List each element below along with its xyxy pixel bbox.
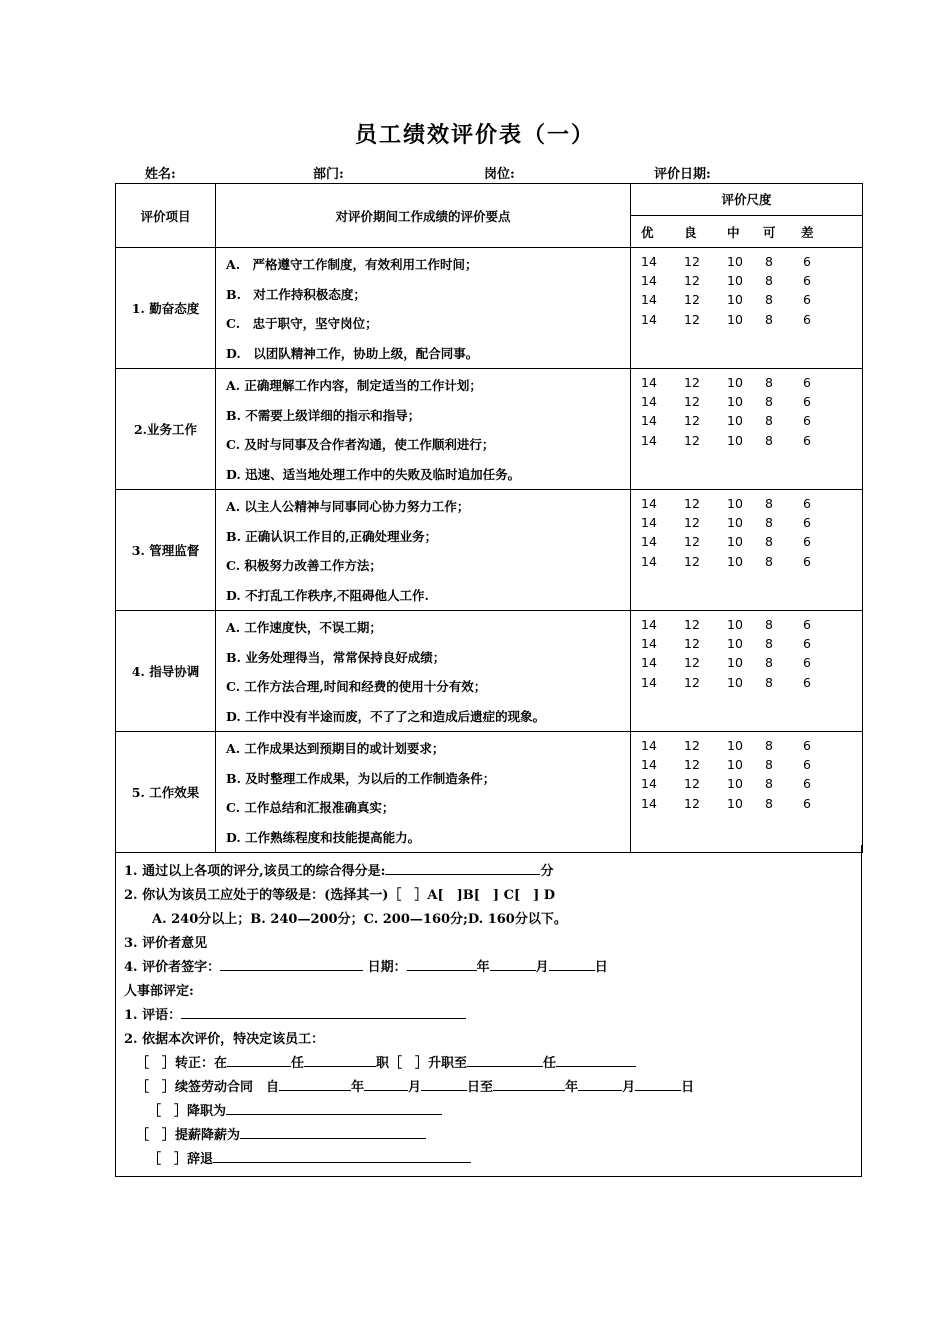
score-option[interactable]: 6 [803,432,811,448]
score-cell [631,490,863,611]
score-option[interactable]: 6 [803,254,811,269]
criteria-item: B. 及时整理工作成果，为以后的工作制造条件； [226,770,496,786]
score-option[interactable]: 12 [684,292,700,308]
criteria-cell [216,611,631,732]
score-option[interactable]: 6 [803,394,811,410]
score-option[interactable]: 12 [684,311,700,327]
criteria-item: B. 正确认识工作目的,正确处理业务； [226,528,438,544]
option-text: 职［ ］升职至 [376,1056,468,1071]
option-text: ［ ］降职为 [148,1104,227,1119]
score-option[interactable]: 8 [765,655,773,671]
year-label: 年 [565,1080,579,1095]
score-option[interactable]: 14 [641,655,657,671]
criteria-item: B. 不需要上级详细的指示和指导； [226,407,421,423]
score-option[interactable]: 6 [803,496,811,511]
option-text: ［ ］转正：在 [136,1056,228,1071]
score-cell [631,369,863,490]
score-option[interactable]: 12 [684,795,700,811]
criteria-cell [216,732,631,853]
score-option[interactable]: 14 [641,432,657,448]
col-header-item: 评价项目 [116,184,216,248]
score-option[interactable]: 12 [684,636,700,652]
blank[interactable] [227,1052,291,1067]
score-row [631,394,862,413]
score-row [631,433,862,452]
score-option[interactable]: 12 [684,496,700,511]
score-option[interactable]: 14 [641,738,657,753]
score-row [631,375,862,394]
score-option[interactable]: 10 [727,254,743,269]
day-label: 日 [681,1080,695,1095]
total-score-line [124,860,553,879]
option-dismiss[interactable] [148,1148,471,1167]
signature-blank[interactable] [220,956,363,971]
score-option[interactable]: 12 [684,617,700,632]
score-option[interactable]: 6 [803,757,811,773]
score-option[interactable]: 12 [684,273,700,289]
score-option[interactable]: 8 [765,776,773,792]
score-option[interactable]: 10 [727,795,743,811]
evaluator-signature-line [124,956,608,975]
criteria-item: A. 工作成果达到预期目的或计划要求； [226,741,445,756]
col-header-scale: 评价尺度 [631,184,863,216]
score-option[interactable]: 12 [684,534,700,550]
criteria-item: D. 工作中没有半途而废，不了了之和造成后遗症的现象。 [226,708,546,724]
criteria-item: A. 正确理解工作内容，制定适当的工作计划； [226,378,482,393]
blank[interactable] [279,1076,351,1091]
hr-comment-label: 1. 评语： [124,1008,182,1023]
grade-label: 中 [727,224,740,240]
score-option[interactable]: 14 [641,795,657,811]
score-row [631,254,862,273]
hr-evaluation-label: 人事部评定: [124,984,194,999]
year-label: 年 [351,1080,365,1095]
section-row [116,732,863,853]
score-option[interactable]: 14 [641,375,657,390]
score-option[interactable]: 10 [727,375,743,390]
option-text: ［ ］辞退 [148,1152,214,1167]
score-option[interactable]: 12 [684,776,700,792]
page-title: 员工绩效评价表（一） [354,122,595,148]
hr-comment-blank[interactable] [181,1004,466,1019]
section-row [116,369,863,490]
score-row [631,617,862,636]
score-option[interactable]: 10 [727,738,743,753]
criteria-cell [216,248,631,369]
score-row [631,796,862,815]
score-option[interactable]: 12 [684,655,700,671]
criteria-item: D. 工作熟练程度和技能提高能力。 [226,829,421,845]
score-option[interactable]: 14 [641,776,657,792]
score-option[interactable]: 14 [641,254,657,269]
score-option[interactable]: 14 [641,413,657,429]
blank[interactable] [213,1148,471,1163]
score-option[interactable]: 10 [727,636,743,652]
score-option[interactable]: 14 [641,292,657,308]
score-row [631,776,862,795]
score-row [631,675,862,694]
score-option[interactable]: 14 [641,311,657,327]
score-option[interactable]: 14 [641,674,657,690]
blank[interactable] [226,1100,442,1115]
score-option[interactable]: 8 [765,311,773,327]
month-label: 月 [622,1080,636,1095]
score-option[interactable]: 8 [765,375,773,390]
blank[interactable] [493,1076,565,1091]
score-option[interactable]: 14 [641,757,657,773]
date-label: 评价日期: [654,167,711,182]
score-option[interactable]: 14 [641,617,657,632]
score-option[interactable]: 10 [727,515,743,531]
blank[interactable] [578,1076,622,1091]
score-option[interactable]: 14 [641,496,657,511]
score-option[interactable]: 8 [765,292,773,308]
total-score-label: 1. 通过以上各项的评分,该员工的综合得分是: [124,864,386,879]
score-option[interactable]: 14 [641,534,657,550]
score-unit: 分 [540,864,554,879]
grade-ranges: A. 240分以上；B. 240—200分；C. 200—160分;D. 160分以下。 [152,912,567,927]
score-option[interactable]: 10 [727,432,743,448]
score-option[interactable]: 6 [803,375,811,390]
score-option[interactable]: 14 [641,553,657,569]
score-row [631,757,862,776]
grade-label: 优 [641,224,654,240]
score-option[interactable]: 8 [765,674,773,690]
section-row [116,490,863,611]
month-label: 月 [535,960,549,975]
score-option[interactable]: 6 [803,655,811,671]
score-option[interactable]: 6 [803,776,811,792]
score-option[interactable]: 8 [765,534,773,550]
day-label: 日 [594,960,608,975]
section-name: 2.业务工作 [116,369,216,490]
hr-comment-line [124,1004,466,1023]
score-option[interactable]: 6 [803,636,811,652]
score-option[interactable]: 8 [765,273,773,289]
col-header-criteria: 对评价期间工作成绩的评价要点 [216,184,631,248]
option-text: ［ ］提薪降薪为 [136,1128,241,1143]
score-option[interactable]: 10 [727,655,743,671]
score-option[interactable]: 10 [727,496,743,511]
score-row [631,515,862,534]
score-option[interactable]: 10 [727,674,743,690]
score-row [631,655,862,674]
score-option[interactable]: 8 [765,432,773,448]
section-name: 4. 指导协调 [116,611,216,732]
option-renew-contract[interactable] [136,1076,694,1095]
score-cell [631,248,863,369]
score-option[interactable]: 12 [684,674,700,690]
option-text: 任 [543,1056,557,1071]
score-option[interactable]: 8 [765,394,773,410]
score-option[interactable]: 8 [765,617,773,632]
option-text: 日至 [467,1080,494,1095]
name-label: 姓名: [145,167,176,182]
score-option[interactable]: 6 [803,674,811,690]
section-row [116,611,863,732]
grade-choice-line[interactable]: 2. 你认为该员工应处于的等级是：(选择其一)［ ］A[ ]B[ ] C[ ] D [124,888,556,903]
score-option[interactable]: 12 [684,738,700,753]
year-blank[interactable] [407,956,477,971]
score-option[interactable]: 8 [765,413,773,429]
score-option[interactable]: 10 [727,553,743,569]
option-demote[interactable] [148,1100,442,1119]
evaluator-opinion-label: 3. 评价者意见 [124,936,208,951]
score-option[interactable]: 8 [765,496,773,511]
score-option[interactable]: 10 [727,534,743,550]
score-option[interactable]: 8 [765,795,773,811]
criteria-item: B. 业务处理得当，常常保持良好成绩； [226,649,446,665]
criteria-item: A. 以主人公精神与同事同心协力努力工作； [226,499,470,514]
blank[interactable] [467,1052,543,1067]
blank[interactable] [421,1076,467,1091]
option-regularize[interactable] [136,1052,636,1071]
score-option[interactable]: 6 [803,273,811,289]
criteria-item: C. 工作方法合理,时间和经费的使用十分有效； [226,679,487,694]
score-row [631,738,862,757]
score-option[interactable]: 6 [803,292,811,308]
score-option[interactable]: 8 [765,738,773,753]
hr-decision-label: 2. 依据本次评价，特决定该员工： [124,1032,325,1047]
criteria-item: D. 不打乱工作秩序,不阻碍他人工作. [226,587,429,603]
score-cell [631,732,863,853]
score-option[interactable]: 10 [727,292,743,308]
score-row [631,292,862,311]
score-option[interactable]: 6 [803,413,811,429]
score-option[interactable]: 10 [727,617,743,632]
score-option[interactable]: 10 [727,413,743,429]
score-option[interactable]: 8 [765,636,773,652]
grade-label: 良 [684,224,697,240]
score-option[interactable]: 8 [765,254,773,269]
score-cell [631,611,863,732]
criteria-item: C. 忠于职守，坚守岗位； [226,316,378,331]
grade-label: 可 [763,224,776,240]
score-option[interactable]: 12 [684,413,700,429]
criteria-item: D. 迅速、适当地处理工作中的失败及临时追加任务。 [226,466,521,482]
score-option[interactable]: 12 [684,394,700,410]
score-option[interactable]: 10 [727,311,743,327]
option-salary-change[interactable] [136,1124,426,1143]
grade-header [631,216,863,248]
summary-section [115,845,862,1177]
score-option[interactable]: 12 [684,432,700,448]
signature-label: 4. 评价者签字： [124,960,221,975]
dept-label: 部门: [313,167,344,182]
score-option[interactable]: 8 [765,515,773,531]
score-option[interactable]: 14 [641,515,657,531]
score-row [631,496,862,515]
section-name: 3. 管理监督 [116,490,216,611]
blank[interactable] [240,1124,426,1139]
score-option[interactable]: 10 [727,394,743,410]
score-option[interactable]: 6 [803,617,811,632]
score-option[interactable]: 10 [727,757,743,773]
score-option[interactable]: 10 [727,776,743,792]
total-score-blank[interactable] [385,860,540,875]
score-option[interactable]: 12 [684,515,700,531]
score-option[interactable]: 6 [803,738,811,753]
score-option[interactable]: 6 [803,534,811,550]
section-name: 1. 勤奋态度 [116,248,216,369]
criteria-item: C. 积极努力改善工作方法； [226,558,382,573]
position-label: 岗位: [484,167,515,182]
score-option[interactable]: 14 [641,394,657,410]
score-row [631,534,862,553]
option-text: 任 [291,1056,305,1071]
score-row [631,554,862,573]
score-option[interactable]: 8 [765,553,773,569]
score-option[interactable]: 14 [641,273,657,289]
score-option[interactable]: 6 [803,515,811,531]
criteria-item: D. 以团队精神工作，协助上级，配合同事。 [226,345,479,361]
blank[interactable] [556,1052,636,1067]
criteria-item: C. 工作总结和汇报准确真实； [226,800,395,815]
day-blank[interactable] [549,956,595,971]
evaluation-table [115,183,863,853]
score-option[interactable]: 12 [684,757,700,773]
score-option[interactable]: 14 [641,636,657,652]
score-row [631,312,862,331]
blank[interactable] [364,1076,408,1091]
criteria-item: B. 对工作持积极态度； [226,286,366,302]
month-label: 月 [408,1080,422,1095]
score-row [631,413,862,432]
grade-label: 差 [801,224,814,240]
score-option[interactable]: 6 [803,795,811,811]
score-option[interactable]: 12 [684,254,700,269]
score-row [631,273,862,292]
option-text: ［ ］续签劳动合同 自 [136,1080,280,1095]
year-label: 年 [476,960,490,975]
score-option[interactable]: 12 [684,375,700,390]
criteria-item: A. 严格遵守工作制度，有效利用工作时间； [226,257,478,272]
date-label: 日期： [367,960,407,975]
blank[interactable] [635,1076,681,1091]
score-option[interactable]: 6 [803,311,811,327]
criteria-item: C. 及时与同事及合作者沟通，使工作顺利进行； [226,437,495,452]
section-name: 5. 工作效果 [116,732,216,853]
criteria-cell [216,490,631,611]
month-blank[interactable] [490,956,536,971]
score-option[interactable]: 6 [803,553,811,569]
criteria-item: A. 工作速度快，不误工期； [226,620,382,635]
score-row [631,636,862,655]
criteria-cell [216,369,631,490]
score-option[interactable]: 10 [727,273,743,289]
section-row [116,248,863,369]
score-option[interactable]: 8 [765,757,773,773]
score-option[interactable]: 12 [684,553,700,569]
blank[interactable] [304,1052,376,1067]
